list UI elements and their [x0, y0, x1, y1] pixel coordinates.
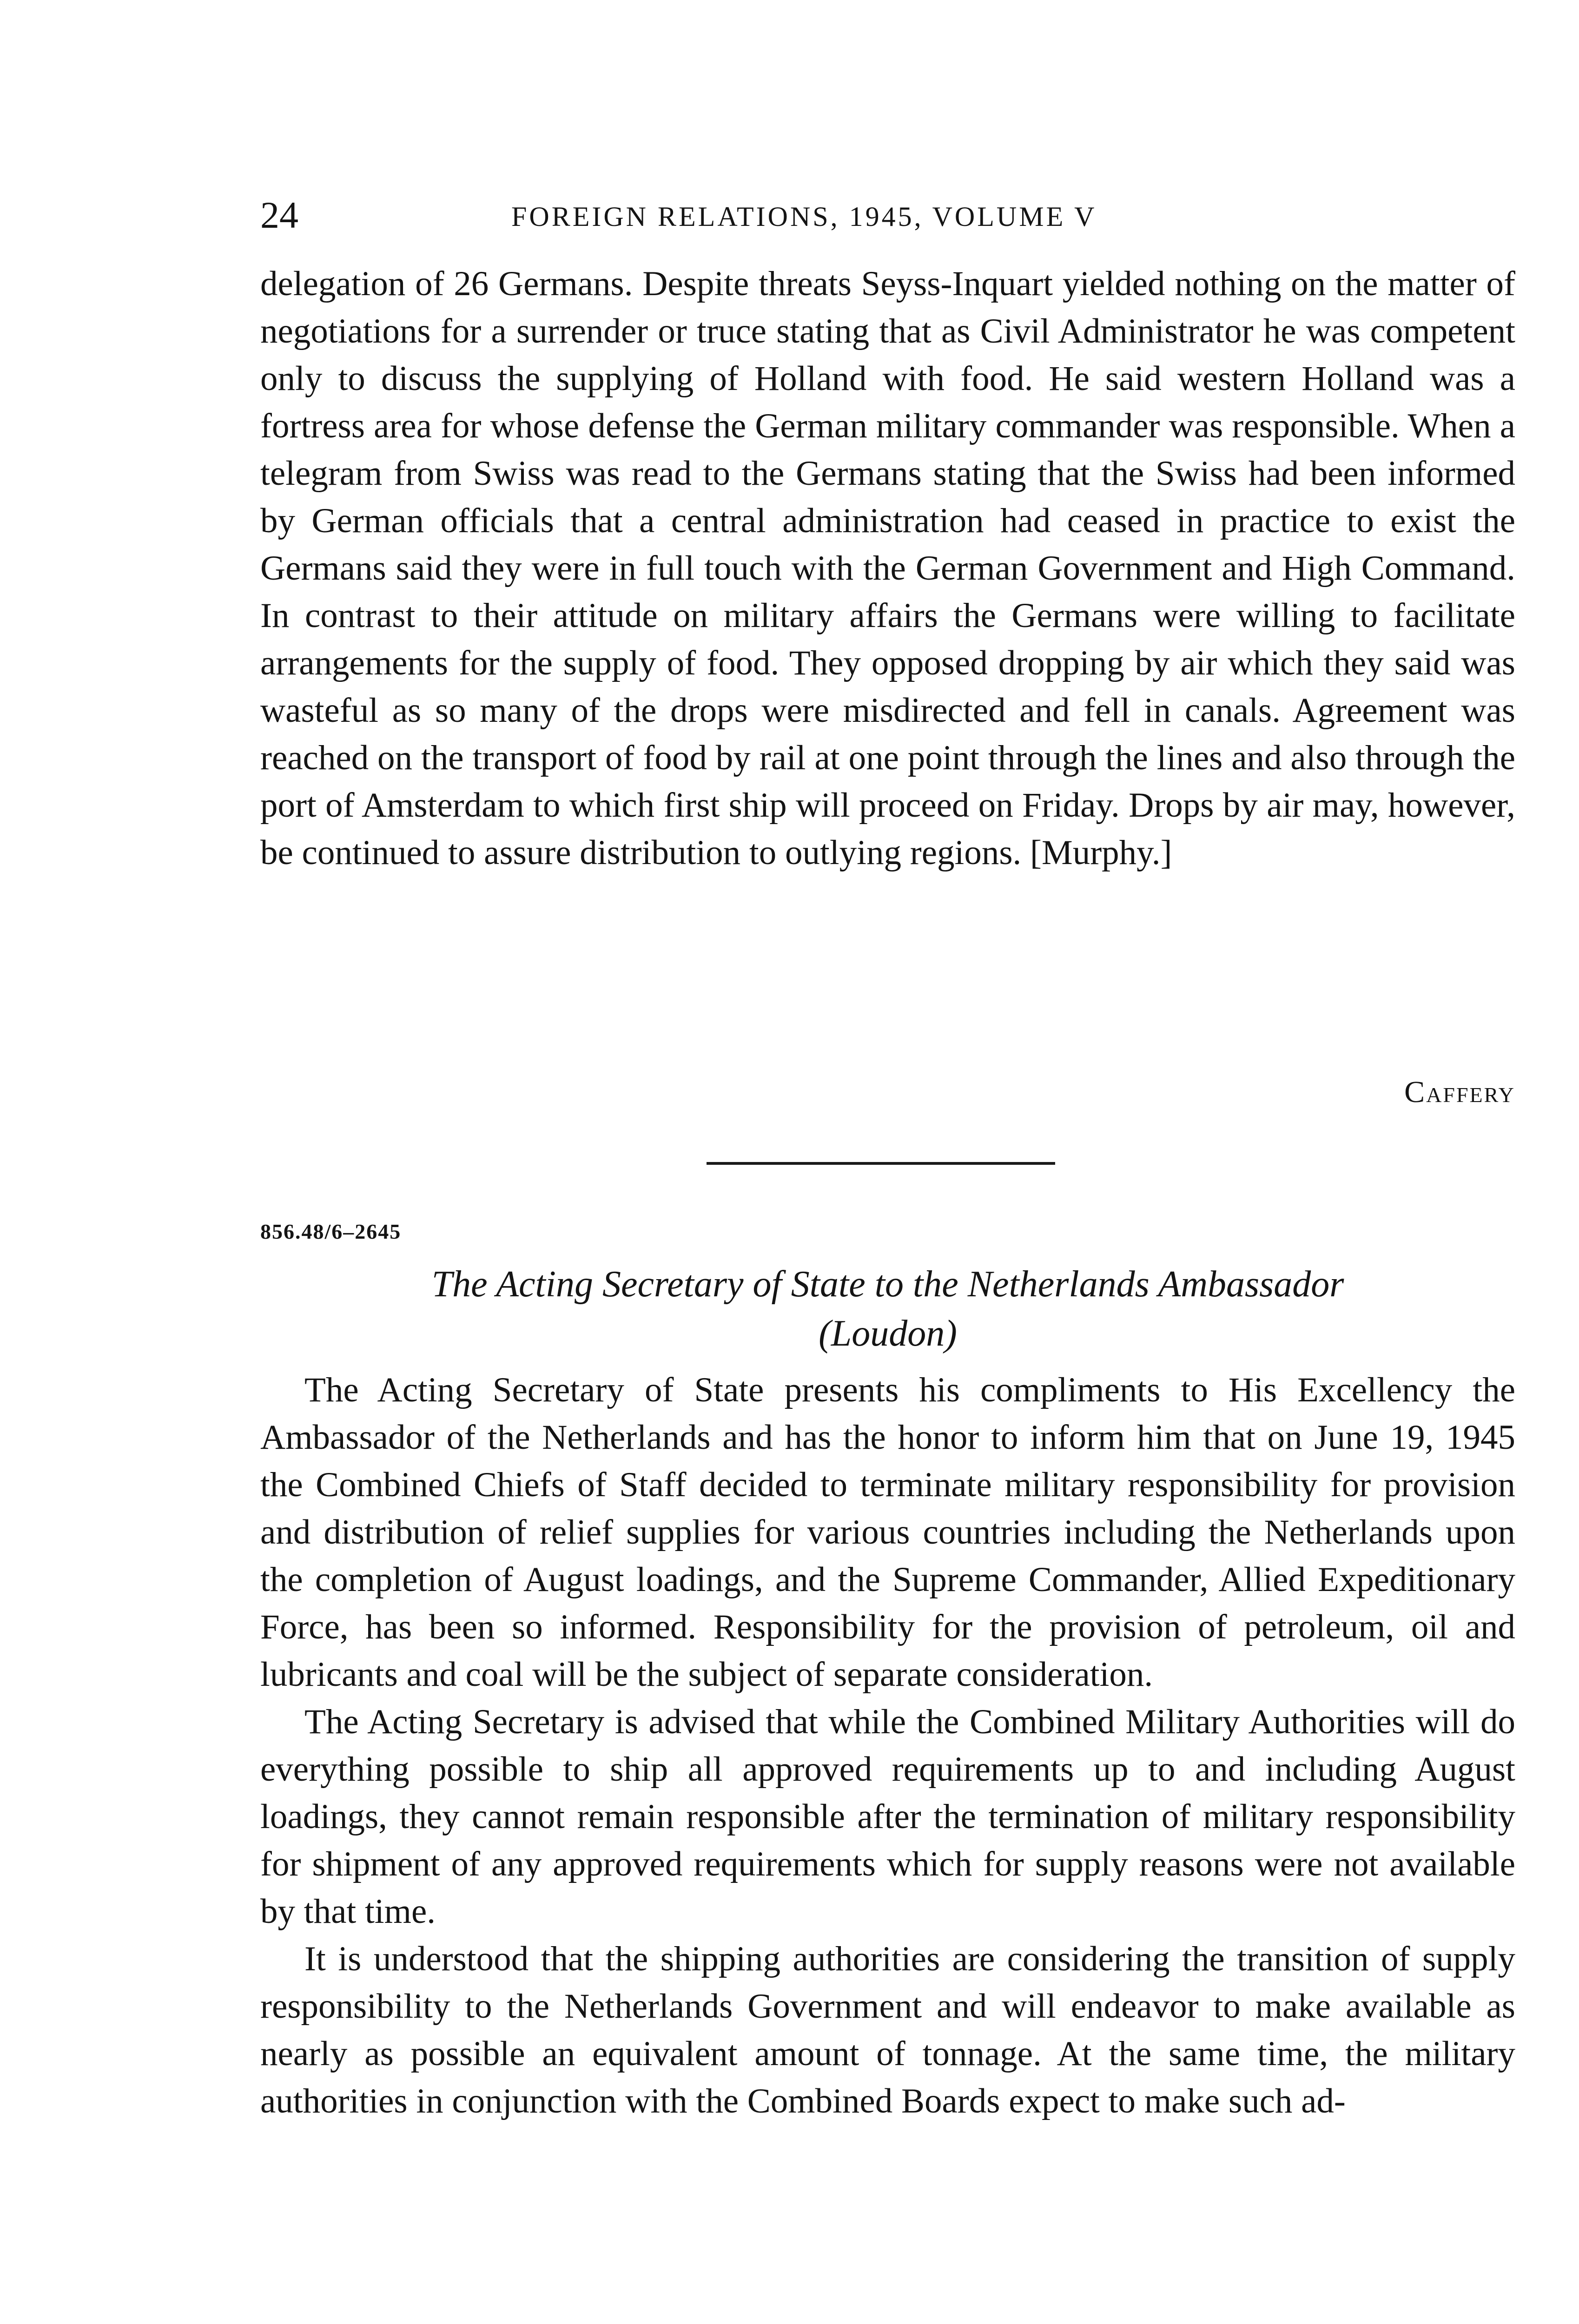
heading-line-2: (Loudon) — [819, 1313, 957, 1354]
note-paragraph-2: The Acting Secretary is advised that while the Combined Military Authorities will do everything possible to ship all approved requirements up to and including August loadings, they cannot remain responsible after the termination of military responsibility for shipment of any approved requirements which for supply reasons were not available by that time. — [260, 1703, 1515, 1931]
note-paragraph-3: It is understood that the shipping authorities are considering the transition of supply responsibility to the Netherlands Government and will endeavor to make available as nearly as possible an equivalent amount of tonnage. At the same time, the military authorities in conjunction with the Combined Boards expect to make such ad- — [260, 1940, 1515, 2120]
continued-paragraph: delegation of 26 Germans. Despite threats Seyss-Inquart yielded nothing on the matter of negotiations for a surrender or truce stating that as Civil Administrator he was competent only to discuss the supplying of Holland with food. He said western Holland was a fortress area for whose defense the German military commander was responsible. When a telegram from Swiss was read to the Germans stating that the Swiss had been informed by German officials that a central administration had ceased in practice to exist the Germans said they were in full touch with the German Government and High Command. In contrast to their attitude on military affairs the Germans were willing to facilitate arrangements for the supply of food. They opposed dropping by air which they said was wasteful as so many of the drops were misdirected and fell in canals. Agreement was reached on the transport of food by rail at one point through the lines and also through the port of Amsterdam to which first ship will proceed on Friday. Drops by air may, however, be continued to assure distribution to outlying regions. [Murphy.] — [260, 264, 1515, 872]
signature: Caffery — [1404, 1075, 1515, 1109]
running-header — [260, 190, 1515, 241]
document-heading — [260, 1260, 1515, 1358]
heading-line-1: The Acting Secretary of State to the Netherlands Ambassador — [431, 1264, 1344, 1305]
continued-telegram-text — [260, 260, 1515, 877]
note-paragraph-1: The Acting Secretary of State presents his compliments to His Excellency the Ambassador of the Netherlands and has the honor to inform him that on June 19, 1945 the Combined Chiefs of Staff decided to terminate military responsibility for provision and distribution of relief supplies for various countries including the Netherlands upon the completion of August loadings, and the Supreme Commander, Allied Expeditionary Force, has been so informed. Responsibility for the provision of petroleum, oil and lubricants and coal will be the subject of separate consideration. — [260, 1371, 1515, 1694]
section-divider — [707, 1162, 1055, 1165]
note-body — [260, 1367, 1515, 2125]
running-title: FOREIGN RELATIONS, 1945, VOLUME V — [511, 201, 1097, 232]
file-number: 856.48/6–2645 — [260, 1220, 402, 1243]
page-number: 24 — [260, 194, 298, 236]
